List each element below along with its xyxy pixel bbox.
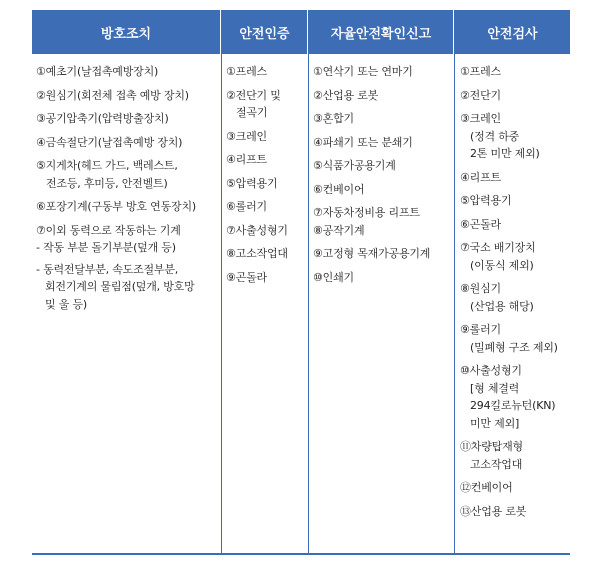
item-line: 절곡기: [236, 106, 268, 119]
column-body: [309, 54, 454, 553]
item-line: ⑥포장기계(구동부 방호 연동장치): [36, 200, 196, 213]
item-line: (산업용 해당): [470, 299, 534, 313]
item-line: (정격 하중: [470, 129, 520, 143]
item-line: ⑧공작기계: [313, 223, 365, 237]
item-line: ③크레인: [226, 129, 267, 143]
item-line: (이동식 제외): [470, 258, 534, 272]
list-item: [313, 110, 454, 128]
list-item: [36, 63, 221, 81]
item-line: ⑤식품가공용기계: [313, 159, 396, 172]
item-line: ⑤지게차(헤드 가드, 백레스트,: [36, 159, 178, 172]
item-line: ⑦국소 배기장치: [460, 241, 536, 254]
item-line: ⑪차량탑재형: [460, 440, 523, 453]
list-item: [460, 110, 570, 163]
list-item: [226, 128, 308, 146]
list-item: [313, 134, 454, 152]
list-item: [313, 157, 454, 175]
item-line: ⑦사출성형기: [226, 223, 288, 237]
item-line: - 작동 부분 돌기부분(덮개 등): [36, 241, 176, 254]
list-item: [460, 503, 570, 521]
item-line: ⑧원심기: [460, 282, 501, 295]
item-line: 전조등, 후미등, 안전벨트): [46, 176, 168, 190]
item-line: ⑬산업용 로봇: [460, 504, 527, 518]
list-item: [313, 87, 454, 105]
item-line: ⑨곤돌라: [226, 270, 267, 284]
list-item: [313, 181, 454, 199]
item-line: 미만 제외]: [470, 416, 520, 430]
column-body: [222, 54, 308, 553]
list-item: [36, 87, 221, 105]
safety-measures-table: [32, 10, 570, 555]
item-line: ⑨고정형 목재가공용기계: [313, 247, 431, 260]
item-line: ②전단기 및: [226, 88, 281, 102]
list-item: [460, 239, 570, 274]
item-line: ①연삭기 또는 연마기: [313, 65, 413, 78]
list-item: [313, 269, 454, 287]
list-item: [226, 222, 308, 240]
item-line: ③크레인: [460, 112, 501, 125]
list-item: [226, 198, 308, 216]
item-line: ⑨롤러기: [460, 323, 501, 336]
list-item: [460, 169, 570, 187]
list-item: [36, 198, 221, 216]
item-line: ⑥곤돌라: [460, 217, 501, 231]
list-item: [36, 134, 221, 152]
list-item: [460, 63, 570, 81]
item-line: 294킬로뉴턴(KN): [470, 399, 556, 412]
list-item: [226, 175, 308, 193]
item-line: ④파쇄기 또는 분쇄기: [313, 135, 413, 149]
sub-list-item: [36, 239, 221, 257]
item-line: ④리프트: [460, 170, 501, 184]
list-item: [226, 151, 308, 169]
list-item: [460, 216, 570, 234]
item-line: ③공기압축기(압력방출장치): [36, 112, 169, 125]
list-item: [460, 192, 570, 210]
list-item: [460, 280, 570, 315]
column-header: 자율안전확인신고: [309, 10, 454, 54]
item-line: ②산업용 로봇: [313, 88, 379, 102]
list-item: [313, 245, 454, 263]
column-safety-inspection: [455, 10, 570, 553]
list-item: [226, 63, 308, 81]
item-line: ⑥롤러기: [226, 200, 267, 213]
list-item: [226, 245, 308, 263]
list-item: [460, 362, 570, 432]
item-line: ④금속절단기(날접촉예방 장치): [36, 135, 183, 149]
item-line: ③혼합기: [313, 112, 354, 125]
column-body: [32, 54, 221, 553]
list-item: [36, 110, 221, 128]
item-line: ⑤압력용기: [226, 176, 278, 190]
column-safety-certification: [222, 10, 309, 553]
item-line: ⑥컨베이어: [313, 182, 365, 196]
item-line: ⑦자동차정비용 리프트: [313, 206, 420, 219]
item-line: ⑩사출성형기: [460, 364, 522, 377]
list-item: [313, 63, 454, 81]
item-line: ⑦이외 동력으로 작동하는 기계: [36, 223, 181, 237]
item-line: - 동력전달부분, 속도조절부분,: [36, 262, 179, 276]
list-item: [36, 222, 221, 240]
list-item: [460, 87, 570, 105]
item-line: ①예초기(날접촉예방장치): [36, 65, 159, 78]
item-line: 회전기계의 물림점(덮개, 방호망: [45, 280, 195, 293]
column-protective-measures: [32, 10, 222, 553]
item-line: 및 울 등): [45, 297, 87, 311]
item-line: (밀폐형 구조 제외): [470, 340, 558, 354]
column-header: 방호조치: [32, 10, 221, 54]
list-item: [460, 321, 570, 356]
item-line: ⑤압력용기: [460, 194, 512, 207]
column-header: 안전인증: [222, 10, 308, 54]
item-line: 2톤 미만 제외): [470, 147, 540, 160]
list-item: [460, 438, 570, 473]
column-header: 안전검사: [455, 10, 570, 54]
item-line: 고소작업대: [470, 457, 523, 471]
column-body: [455, 54, 570, 553]
item-line: ④리프트: [226, 153, 267, 166]
item-line: ⑫컨베이어: [460, 481, 513, 494]
item-line: ②전단기: [460, 88, 501, 102]
item-line: ①프레스: [460, 65, 501, 78]
list-item: [36, 157, 221, 192]
list-item: [460, 479, 570, 497]
column-self-safety-confirmation: [309, 10, 455, 553]
list-item: [226, 87, 308, 122]
list-item: [226, 269, 308, 287]
sub-list-item: [36, 261, 221, 314]
item-line: ⑧고소작업대: [226, 247, 288, 260]
list-item: [313, 204, 454, 222]
item-line: ①프레스: [226, 65, 267, 78]
list-item: [313, 222, 454, 240]
item-line: [형 체결력: [470, 381, 520, 395]
item-line: ②원심기(회전체 접촉 예방 장치): [36, 88, 189, 102]
item-line: ⑩인쇄기: [313, 270, 354, 284]
